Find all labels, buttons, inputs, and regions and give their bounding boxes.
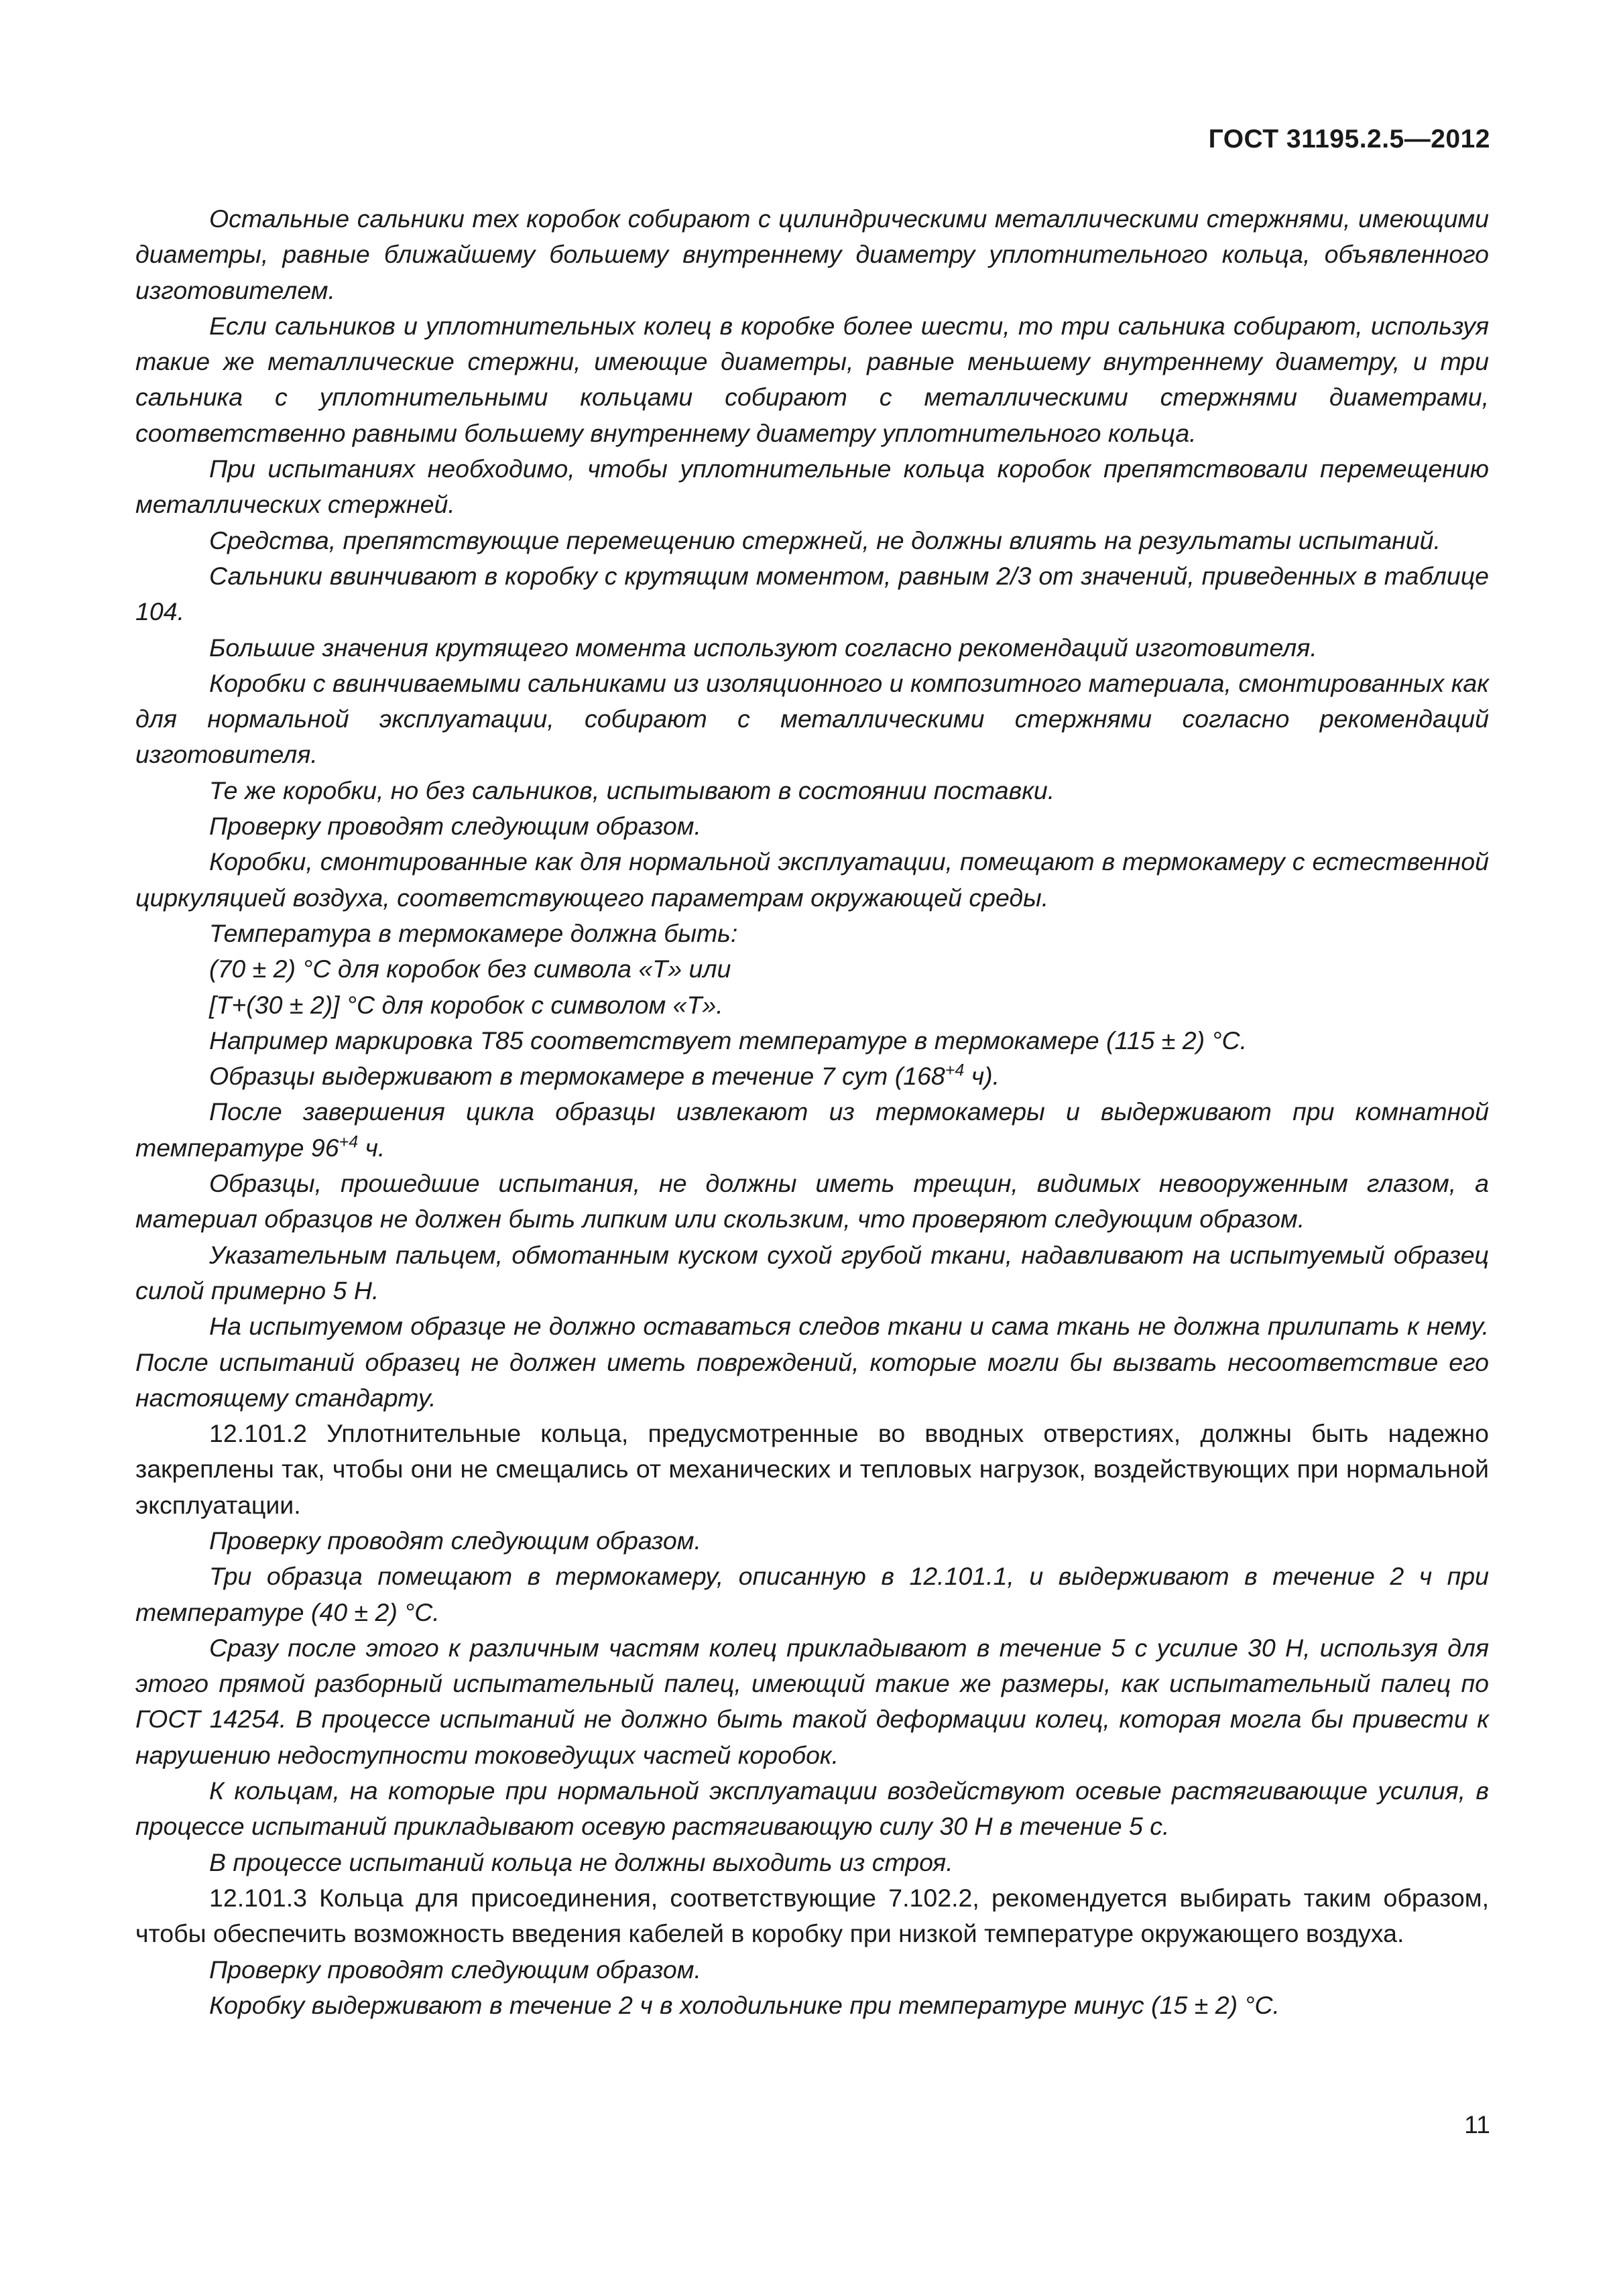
paragraph: Проверку проводят следующим образом. xyxy=(209,1955,701,1984)
paragraph-text: Образцы выдерживают в термокамере в течение 7 сут (168 xyxy=(209,1062,945,1091)
paragraph xyxy=(135,1059,1489,1094)
paragraph xyxy=(135,1094,1489,1166)
paragraph: Коробку выдерживают в течение 2 ч в холодильнике при температуре минус (15 ± 2) °С. xyxy=(209,1990,1280,2019)
paragraph-text: После завершения цикла образцы извлекают из термокамеры и выдерживают при комнатной температуре 96 xyxy=(135,1097,1489,1162)
paragraph: К кольцам, на которые при нормальной эксплуатации воздействуют осевые растягивающие усилия, в процессе испытаний прикладывают осевую растягивающую силу 30 Н в течение 5 с. xyxy=(135,1776,1489,1841)
paragraph: Образцы, прошедшие испытания, не должны иметь трещин, видимых невооруженным глазом, а материал образцов не должен быть липким или скользким, что проверяют следующим образом. xyxy=(135,1169,1489,1233)
paragraph: При испытаниях необходимо, чтобы уплотнительные кольца коробок препятствовали перемещению металлических стержней. xyxy=(135,455,1489,519)
paragraph: Проверку проводят следующим образом. xyxy=(209,1526,701,1555)
paragraph-text: ч. xyxy=(358,1133,385,1162)
paragraph: Те же коробки, но без сальников, испытывают в состоянии поставки. xyxy=(209,776,1055,804)
paragraph: Коробки, смонтированные как для нормальной эксплуатации, помещают в термокамеру с естественной циркуляцией воздуха, соответствующего параметрам окружающей среды. xyxy=(135,847,1489,912)
paragraph: Большие значения крутящего момента используют согласно рекомендаций изготовителя. xyxy=(209,633,1317,662)
paragraph: Коробки с ввинчиваемыми сальниками из изоляционного и композитного материала, смонтированных как для нормальной эксплуатации, собирают с металлическими стержнями согласно рекомендаций изготовителя. xyxy=(135,668,1489,769)
paragraph: В процессе испытаний кольца не должны выходить из строя. xyxy=(209,1848,953,1876)
paragraph: Сальники ввинчивают в коробку с крутящим моментом, равным 2/3 от значений, приведенных в таблице 104. xyxy=(135,561,1489,626)
paragraph: Указательным пальцем, обмотанным куском сухой грубой ткани, надавливают на испытуемый образец силой примерно 5 Н. xyxy=(135,1240,1489,1305)
paragraph: Сразу после этого к различным частям колец прикладывают в течение 5 с усилие 30 Н, используя для этого прямой разборный испытательный палец, имеющий такие же размеры, как испытательный палец по ГОСТ 14254. В процессе испытаний не должно быть такой деформации колец, которая могла бы привести к нарушению недоступности токоведущих частей коробок. xyxy=(135,1633,1489,1769)
paragraph: Остальные сальники тех коробок собирают с цилиндрическими металлическими стержнями, имеющими диаметры, равные ближайшему большему внутреннему диаметру уплотнительного кольца, объявленного изготовителем. xyxy=(135,204,1489,304)
paragraph: Если сальников и уплотнительных колец в коробке более шести, то три сальника собирают, используя такие же металлические стержни, имеющие диаметры, равные меньшему внутреннему диаметру, и три сальника с уплотнительными кольцами собирают с металлическими стержнями диаметрами, соответственно равными большему внутреннему диаметру уплотнительного кольца. xyxy=(135,311,1489,447)
superscript-tolerance: +4 xyxy=(945,1061,965,1080)
document-body xyxy=(135,201,1489,2023)
paragraph: На испытуемом образце не должно оставаться следов ткани и сама ткань не должна прилипать к нему. После испытаний образец не должен иметь повреждений, которые могли бы вызвать несоответствие его настоящему стандарту. xyxy=(135,1312,1489,1412)
paragraph: [Т+(30 ± 2)] °С для коробок с символом «Т». xyxy=(209,990,723,1019)
paragraph: Три образца помещают в термокамеру, описанную в 12.101.1, и выдерживают в течение 2 ч при температуре (40 ± 2) °С. xyxy=(135,1562,1489,1626)
paragraph: Проверку проводят следующим образом. xyxy=(209,812,701,841)
paragraph: (70 ± 2) °С для коробок без символа «Т» или xyxy=(209,955,731,983)
paragraph: Например маркировка Т85 соответствует температуре в термокамере (115 ± 2) °С. xyxy=(209,1026,1248,1054)
paragraph: 12.101.3 Кольца для присоединения, соответствующие 7.102.2, рекомендуется выбирать таким образом, чтобы обеспечить возможность введения кабелей в коробку при низкой температуре окружающего воздуха. xyxy=(135,1883,1489,1948)
superscript-tolerance: +4 xyxy=(339,1132,359,1152)
paragraph: Средства, препятствующие перемещению стержней, не должны влиять на результаты испытаний. xyxy=(209,526,1441,554)
document-header: ГОСТ 31195.2.5—2012 xyxy=(1208,125,1490,154)
paragraph: 12.101.2 Уплотнительные кольца, предусмотренные во вводных отверстиях, должны быть надежно закреплены так, чтобы они не смещались от механических и тепловых нагрузок, воздействующих при нормальной эксплуатации. xyxy=(135,1419,1489,1519)
page-number: 11 xyxy=(1464,2110,1490,2138)
paragraph: Температура в термокамере должна быть: xyxy=(209,918,738,947)
paragraph-text: ч). xyxy=(964,1062,1000,1091)
